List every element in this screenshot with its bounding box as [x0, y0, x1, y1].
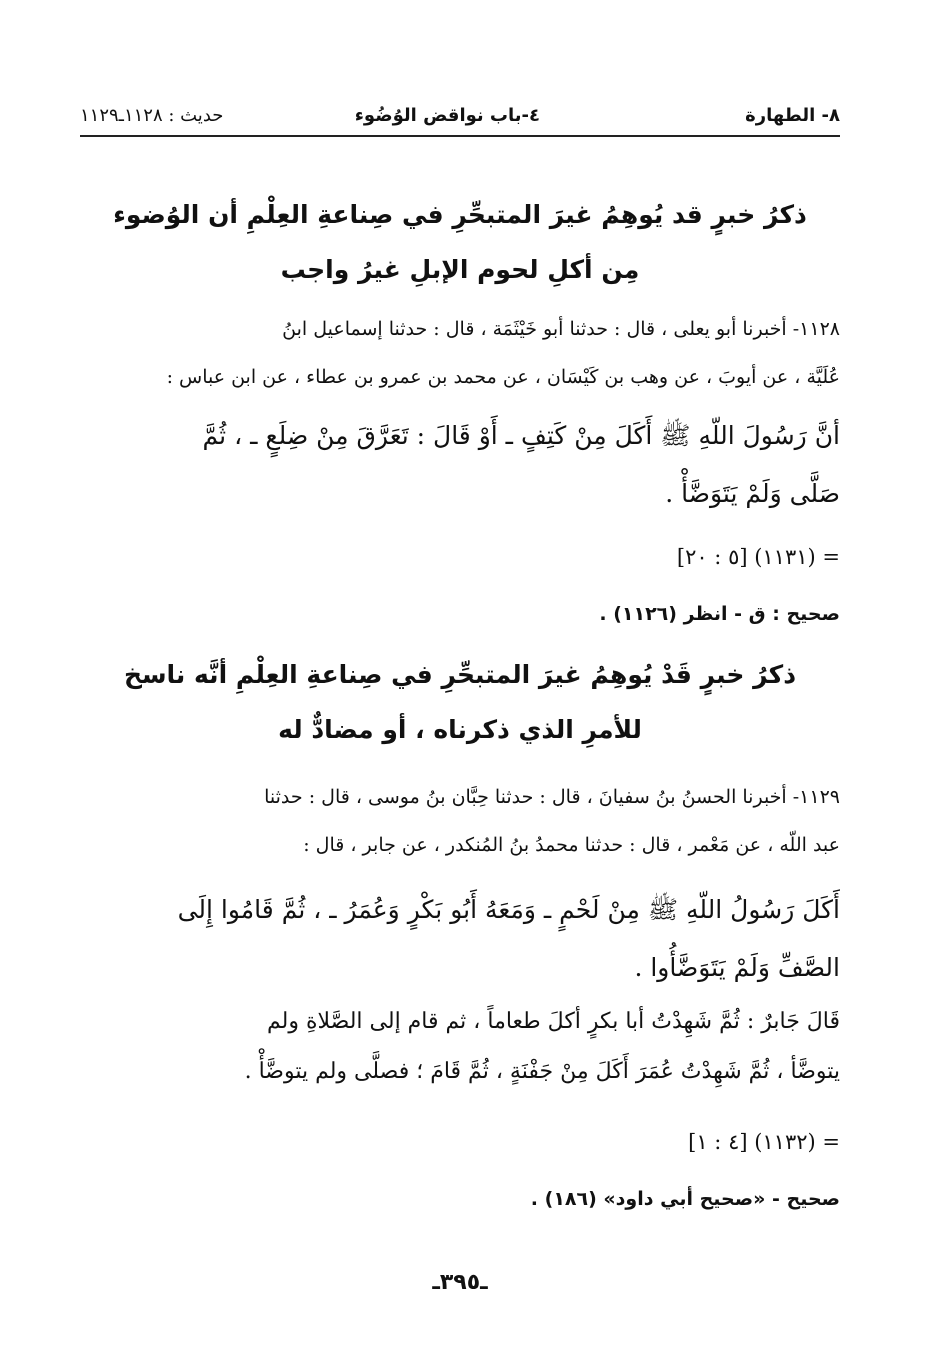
isnad-line: عبد اللّه ، عن مَعْمر ، قال : حدثنا محمدُ بنُ المُنكدر ، عن جابر ، قال : — [303, 834, 840, 856]
jabir-line: يتوضَّأ ، ثُمَّ شَهِدْتُ عُمَرَ أَكَلَ مِنْ جَفْنَةٍ ، ثُمَّ قَامَ ؛ فصلَّى ولم يتوضَّأْ . — [244, 1059, 840, 1084]
isnad-line: ١١٢٨- أخبرنا أبو يعلى ، قال : حدثنا أبو خَيْثَمَة ، قال : حدثنا إسماعيل ابنُ — [282, 318, 840, 340]
matn-1128 — [80, 407, 840, 523]
jabir-line: قَالَ جَابرٌ : ثُمَّ شَهِدْتُ أبا بكرٍ أكلَ طعاماً ، ثم قام إلى الصَّلاةِ ولم — [267, 1009, 840, 1034]
matn-line: أَكَلَ رَسُولُ اللّهِ ﷺ مِنْ لَحْمٍ ـ وَمَعَهُ أَبُو بَكْرٍ وَعُمَرُ ـ ، ثُمَّ قَامُوا إِلَى — [177, 895, 840, 924]
matn-line: أنَّ رَسُولَ اللّهِ ﷺ أَكَلَ مِنْ كَتِفٍ ـ أَوْ قَالَ : تَعَرَّقَ مِنْ ضِلَعٍ ـ ، ثُمَّ — [202, 421, 840, 450]
heading-line: ذكرُ خبرٍ قَدْ يُوهِمُ غيرَ المتبحِّرِ في صِناعةِ العِلْمِ أنَّه ناسخ — [123, 660, 797, 689]
isnad-1129 — [80, 773, 840, 869]
grading-1129: صحيح - «صحيح أبي داود» (١٨٦) . — [530, 1188, 840, 1210]
chapter-heading-2 — [80, 647, 840, 757]
cross-reference-1129: = (١١٣٢) [٤ : ١] — [688, 1130, 840, 1154]
book-page — [80, 95, 840, 1295]
matn-line: الصَّفِّ وَلَمْ يَتَوَضَّأُوا . — [634, 953, 840, 982]
heading-line: ذكرُ خبرٍ قد يُوهِمُ غيرَ المتبحِّرِ في صِناعةِ العِلْمِ أن الوُضوء — [113, 200, 807, 229]
running-header — [80, 95, 840, 137]
matn-line: صَلَّى وَلَمْ يَتَوَضَّأْ . — [665, 479, 840, 508]
chapter-heading-1 — [80, 187, 840, 297]
grading-1128: صحيح : ق - انظر (١١٢٦) . — [599, 603, 840, 625]
hadith-range: حديث : ١١٢٨ـ١١٢٩ — [80, 105, 224, 126]
matn-1129 — [80, 881, 840, 997]
isnad-1128 — [80, 305, 840, 401]
page-number: ـ٣٩٥ـ — [432, 1270, 488, 1295]
section-title: ٤-باب نواقض الوُضُوء — [354, 105, 540, 126]
heading-line: مِن أكلِ لحوم الإبلِ غيرُ واجب — [280, 255, 640, 284]
cross-reference-1128: = (١١٣١) [٥ : ٢٠] — [676, 545, 840, 569]
jabir-statement — [80, 997, 840, 1097]
isnad-line: ١١٢٩- أخبرنا الحسنُ بنُ سفيانَ ، قال : حدثنا حِبَّان بنُ موسى ، قال : حدثنا — [264, 786, 840, 808]
chapter-title: ٨- الطهارة — [745, 105, 840, 126]
heading-line: للأمرِ الذي ذكرناه ، أو مضادٌّ له — [278, 715, 642, 744]
isnad-line: عُلَيَّة ، عن أيوبَ ، عن وهب بن كَيْسَان ، عن محمد بن عمرو بن عطاء ، عن ابن عباس : — [166, 366, 840, 388]
